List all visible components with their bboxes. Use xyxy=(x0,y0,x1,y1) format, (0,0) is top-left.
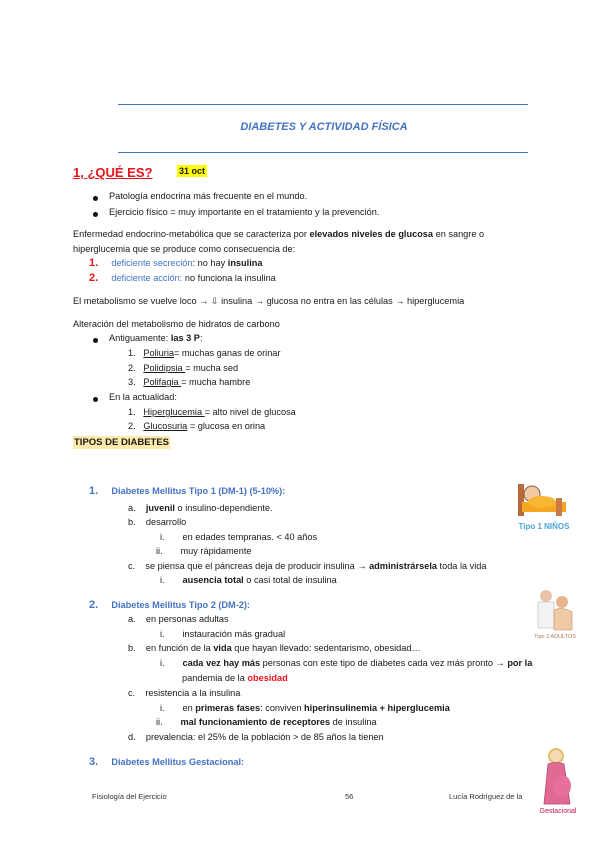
dm1-c-i: i. ausencia total o casi total de insulina xyxy=(160,575,337,585)
desc: = glucosa en orina xyxy=(187,421,266,431)
bold-text: mal funcionamiento de receptores xyxy=(180,717,331,727)
alteration-line: Alteración del metabolismo de hidratos de carbono xyxy=(73,319,280,329)
cause-label: deficiente acción: xyxy=(111,273,183,283)
doctor-patient-icon xyxy=(528,588,582,634)
antiguamente-label xyxy=(109,333,203,343)
dm2-a: a. en personas adultas xyxy=(128,614,229,624)
text: se piensa que el páncreas deja de producir insulina → xyxy=(145,561,370,571)
dm1-b: b. desarrollo xyxy=(128,517,187,527)
footer-right: Lucía Rodríguez de la xyxy=(449,792,523,801)
dm3-title xyxy=(89,756,244,768)
bullet-icon xyxy=(93,397,98,402)
text: o casi total de insulina xyxy=(243,575,337,585)
cause-label: deficiente secreción xyxy=(111,258,193,268)
desc: = muchas ganas de orinar xyxy=(173,348,281,358)
dm2-a-i: i. instauración más gradual xyxy=(160,629,286,639)
image-caption: Tipo 2 ADULTOS xyxy=(534,634,576,640)
cause-item-2 xyxy=(89,272,276,284)
list-number: 2. xyxy=(89,272,99,284)
bold-text: primeras fases xyxy=(195,703,261,713)
type-title: Diabetes Mellitus Tipo 2 (DM-2): xyxy=(111,600,250,610)
desc: = mucha sed xyxy=(185,363,239,373)
document-title: DIABETES Y ACTIVIDAD FÍSICA xyxy=(240,121,408,133)
bold-text: juvenil xyxy=(145,503,175,513)
tipo2-adultos-illustration xyxy=(528,588,582,644)
title-rule-top xyxy=(118,104,528,105)
bold-text: cada vez hay más xyxy=(182,658,261,668)
definition-line-2: hiperglucemia que se produce como consecuencia de: xyxy=(73,244,296,254)
pregnant-woman-icon xyxy=(538,746,578,808)
p-item-1 xyxy=(128,348,280,358)
text: en sangre o xyxy=(433,229,485,239)
dm2-title xyxy=(89,599,250,611)
text: en edades tempranas. < 40 años xyxy=(182,532,318,542)
bold-text: elevados niveles de glucosa xyxy=(309,229,434,239)
text: : xyxy=(199,333,203,343)
bullet-text: Ejercicio físico = muy importante en el tratamiento y la prevención. xyxy=(109,207,380,217)
image-caption: Gestacional xyxy=(539,808,577,815)
metabolism-line: El metabolismo se vuelve loco → ⇩ insulina → glucosa no entra en las células → hiperglucemia xyxy=(73,296,465,306)
p-item-3 xyxy=(128,377,250,387)
text: en personas adultas xyxy=(145,614,229,624)
footer-page-number: 56 xyxy=(345,792,354,801)
text: desarrollo xyxy=(145,517,187,527)
term: Hiperglucemia xyxy=(143,407,205,417)
text: : conviven xyxy=(260,703,305,713)
bullet-icon xyxy=(93,338,98,343)
dm1-b-ii: ii. muy rápidamente xyxy=(156,546,252,556)
list-number: 3. xyxy=(89,756,99,768)
desc: = alto nivel de glucosa xyxy=(204,407,296,417)
section-heading-tipos: TIPOS DE DIABETES xyxy=(74,437,170,448)
dm1-a: a. juvenil o insulino-dependiente. xyxy=(128,503,273,513)
text: de insulina xyxy=(330,717,377,727)
text: muy rápidamente xyxy=(180,546,252,556)
text: : no hay xyxy=(192,258,228,268)
desc: = mucha hambre xyxy=(181,377,251,387)
list-number: 1. xyxy=(128,348,136,358)
image-caption: Tipo 1 NIÑOS xyxy=(518,522,570,531)
bold-text: insulina xyxy=(227,258,263,268)
dm2-b-i-cont xyxy=(182,673,288,683)
list-number: 1. xyxy=(89,485,99,497)
text: Antiguamente: xyxy=(109,333,171,343)
section-heading-que-es: 1, ¿QUÉ ES? xyxy=(73,165,153,180)
dm1-title xyxy=(89,485,285,497)
actual-item-2 xyxy=(128,421,265,431)
text: que hayan llevado: sedentarismo, obesidad… xyxy=(231,643,421,653)
bold-text: vida xyxy=(213,643,232,653)
list-number: 3. xyxy=(128,377,136,387)
text: instauración más gradual xyxy=(182,629,286,639)
list-number: 2. xyxy=(128,421,136,431)
term: Glucosuria xyxy=(143,421,188,431)
bold-text: administrársela xyxy=(369,561,437,571)
bullet-icon xyxy=(93,196,98,201)
bold-text: hiperinsulinemia + hiperglucemia xyxy=(304,703,450,713)
footer-left: Fisiología del Ejercicio xyxy=(92,792,167,801)
list-number: 1. xyxy=(89,257,99,269)
gestacional-illustration xyxy=(538,746,578,818)
p-item-2 xyxy=(128,363,238,373)
text: en xyxy=(182,703,196,713)
list-number: 2. xyxy=(128,363,136,373)
bullet-icon xyxy=(93,212,98,217)
title-rule-bottom xyxy=(118,152,528,153)
child-in-bed-icon xyxy=(512,478,576,520)
dm1-b-i: i. en edades tempranas. < 40 años xyxy=(160,532,318,542)
text: resistencia a la insulina xyxy=(145,688,241,698)
dm2-b: b. en función de la vida que hayan llevado: sedentarismo, obesidad… xyxy=(128,643,421,653)
cause-item-1 xyxy=(89,257,262,269)
dm2-d: d. prevalencia: el 25% de la población > de 85 años la tienen xyxy=(128,732,384,742)
actualidad-label: En la actualidad: xyxy=(109,392,177,402)
term: Polifagia xyxy=(143,377,182,387)
text: pandemia de la xyxy=(182,673,248,683)
dm2-b-i: i. cada vez hay más personas con este tipo de diabetes cada vez más pronto → por la xyxy=(160,658,533,668)
dm2-c: c. resistencia a la insulina xyxy=(128,688,241,698)
dm2-c-ii: ii. mal funcionamiento de receptores de insulina xyxy=(156,717,377,727)
list-number: 2. xyxy=(89,599,99,611)
text: personas con este tipo de diabetes cada vez más pronto → xyxy=(260,658,508,668)
term: Poliuria xyxy=(143,348,174,358)
type-title: Diabetes Mellitus Tipo 1 (DM-1) (5-10%): xyxy=(111,486,286,496)
bold-text: ausencia total xyxy=(182,575,244,585)
text: prevalencia: el 25% de la población > de 85 años la tienen xyxy=(145,732,384,742)
list-number: 1. xyxy=(128,407,136,417)
bold-text: las 3 P xyxy=(170,333,200,343)
dm1-c: c. se piensa que el páncreas deja de producir insulina → administrársela toda la vida xyxy=(128,561,487,571)
definition-line-1 xyxy=(73,229,484,239)
text: o insulino-dependiente. xyxy=(174,503,273,513)
text: Enfermedad endocrino-metabólica que se caracteriza por xyxy=(73,229,310,239)
date-highlight: 31 oct xyxy=(179,166,206,176)
text: en función de la xyxy=(145,643,214,653)
actual-item-1 xyxy=(128,407,296,417)
tipo1-ninos-illustration xyxy=(512,478,576,538)
highlight-text: obesidad xyxy=(247,673,288,683)
bold-text: por la xyxy=(507,658,533,668)
bullet-text: Patología endocrina más frecuente en el mundo. xyxy=(109,191,308,201)
text: toda la vida xyxy=(436,561,487,571)
text: no funciona la insulina xyxy=(182,273,276,283)
term: Polidipsia xyxy=(143,363,186,373)
dm2-c-i: i. en primeras fases: conviven hiperinsulinemia + hiperglucemia xyxy=(160,703,450,713)
type-title: Diabetes Mellitus Gestacional: xyxy=(111,757,245,767)
